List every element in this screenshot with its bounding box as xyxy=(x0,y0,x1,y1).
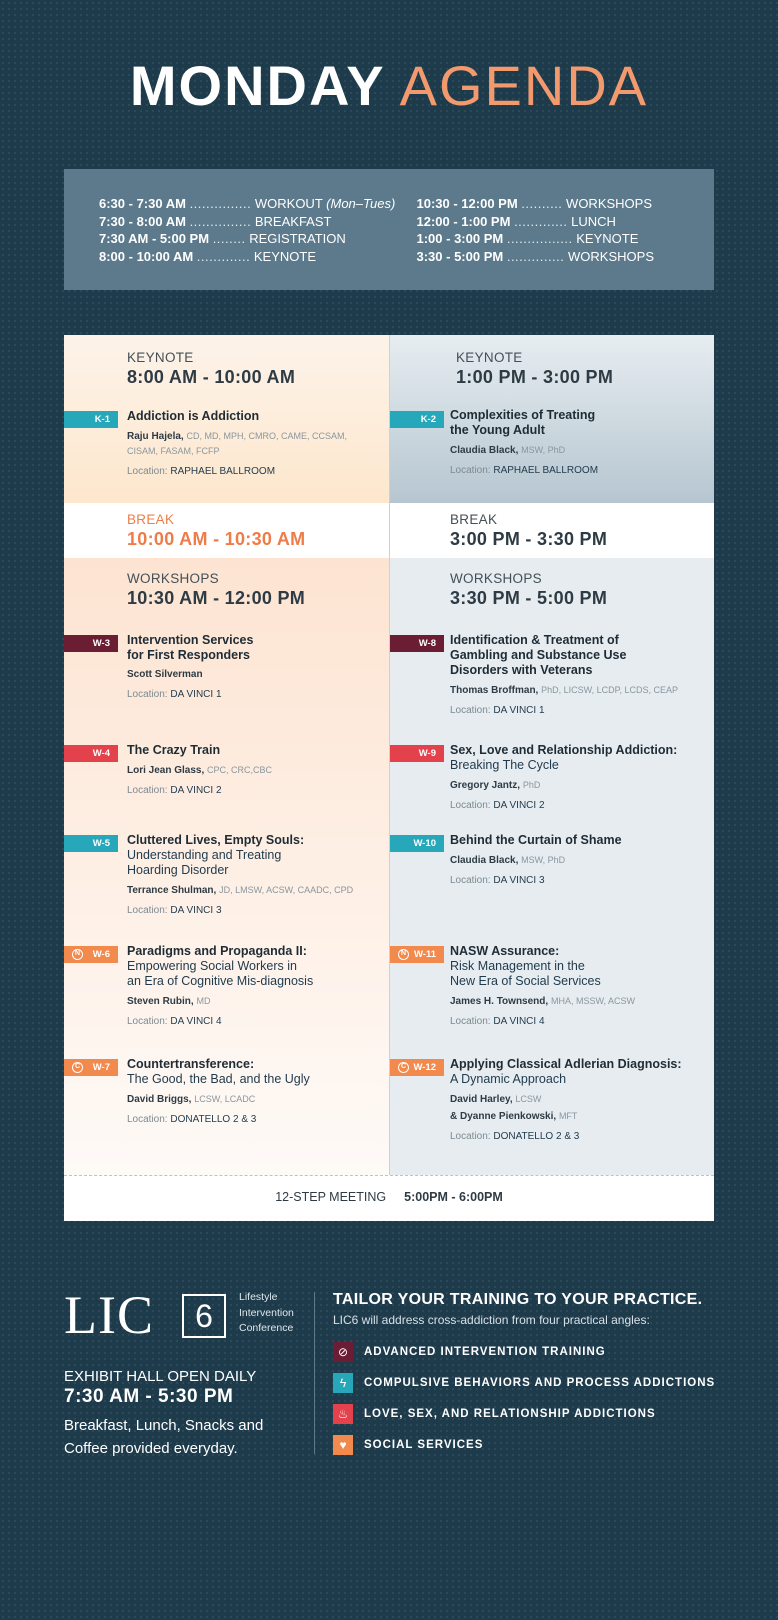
session-subtitle: Breaking The Cycle xyxy=(450,758,559,772)
break-afternoon-section xyxy=(390,503,714,558)
exhibit-hall-label: EXHIBIT HALL OPEN DAILY xyxy=(64,1368,257,1385)
agenda-panel xyxy=(64,335,714,1221)
session-tag: K-2 xyxy=(390,411,444,428)
session-title: Behind the Curtain of Shame xyxy=(450,833,622,847)
session-tag: W-5 xyxy=(64,835,118,852)
ce-badge-icon: C xyxy=(72,1062,83,1073)
section-time: 3:00 PM - 3:30 PM xyxy=(450,529,608,549)
tailor-subheading: LIC6 will address cross-addiction from four practical angles: xyxy=(333,1313,650,1327)
section-label: WORKSHOPS xyxy=(450,571,542,586)
session-tag: N W-6 xyxy=(64,946,118,963)
section-time: 10:00 AM - 10:30 AM xyxy=(127,529,306,549)
session-item xyxy=(450,408,708,477)
session-subtitle: Risk Management in the xyxy=(450,959,585,973)
session-subtitle: Hoarding Disorder xyxy=(127,863,229,877)
morning-column xyxy=(64,335,389,1180)
schedule-row: 8:00 - 10:00 AM ............. KEYNOTE xyxy=(99,248,317,264)
session-title: Sex, Love and Relationship Addiction: xyxy=(450,743,678,757)
angle-label: SOCIAL SERVICES xyxy=(364,1439,484,1451)
session-speaker: David Harley, LCSW xyxy=(450,1094,542,1105)
angle-item xyxy=(333,1342,606,1362)
workshops-morning-section xyxy=(64,558,389,1180)
ce-badge-icon: C xyxy=(398,1062,409,1073)
keynote-afternoon-section xyxy=(390,335,714,503)
session-tag: C W-12 xyxy=(390,1059,444,1076)
session-location: Location: DONATELLO 2 & 3 xyxy=(127,1114,257,1125)
session-title: Cluttered Lives, Empty Souls: xyxy=(127,833,305,847)
session-item xyxy=(127,633,379,701)
session-tag: N W-11 xyxy=(390,946,444,963)
session-speaker: Claudia Black, MSW, PhD xyxy=(450,445,566,456)
session-item xyxy=(127,833,379,917)
title-monday: MONDAY xyxy=(129,54,386,117)
nasw-badge-icon: N xyxy=(398,949,409,960)
flame-icon: ♨ xyxy=(333,1404,353,1424)
session-tag: W-10 xyxy=(390,835,444,852)
session-subtitle: A Dynamic Approach xyxy=(450,1072,567,1086)
session-location: Location: DA VINCI 4 xyxy=(450,1016,545,1027)
session-speaker: Claudia Black, MSW, PhD xyxy=(450,855,566,866)
session-location: Location: DA VINCI 1 xyxy=(450,705,545,716)
session-title: Applying Classical Adlerian Diagnosis: xyxy=(450,1057,682,1071)
session-tag: W-9 xyxy=(390,745,444,762)
meeting-label: 12-STEP MEETING xyxy=(275,1190,387,1204)
schedule-row: 7:30 AM - 5:00 PM ........ REGISTRATION xyxy=(99,231,346,246)
afternoon-column xyxy=(389,335,714,1180)
logo-number-box: 6 xyxy=(182,1294,226,1338)
session-speaker: Lori Jean Glass, CPC, CRC,CBC xyxy=(127,765,273,776)
lightning-icon: ϟ xyxy=(333,1373,353,1393)
keynote-morning-section xyxy=(64,335,389,503)
session-subtitle: an Era of Cognitive Mis-diagnosis xyxy=(127,974,314,988)
session-location: Location: DONATELLO 2 & 3 xyxy=(450,1131,580,1142)
session-item xyxy=(127,409,379,478)
session-title-line2: Gambling and Substance Use xyxy=(450,648,627,662)
session-location: Location: RAPHAEL BALLROOM xyxy=(450,465,599,476)
session-speaker-2: & Dyanne Pienkowski, MFT xyxy=(450,1111,578,1122)
break-morning-section xyxy=(64,503,389,558)
session-title: NASW Assurance: xyxy=(450,944,560,958)
section-label: BREAK xyxy=(450,512,498,527)
session-subtitle: New Era of Social Services xyxy=(450,974,601,988)
session-subtitle: Empowering Social Workers in xyxy=(127,959,297,973)
session-item xyxy=(450,1057,708,1143)
session-location: Location: DA VINCI 4 xyxy=(127,1016,222,1027)
section-label: KEYNOTE xyxy=(456,350,523,365)
meeting-time: 5:00PM - 6:00PM xyxy=(404,1190,503,1204)
session-title: The Crazy Train xyxy=(127,743,221,757)
no-sign-icon: ⊘ xyxy=(333,1342,353,1362)
schedule-left-column xyxy=(99,195,397,290)
session-tag: K-1 xyxy=(64,411,118,428)
exhibit-hall-note: Breakfast, Lunch, Snacks and Coffee provided everyday. xyxy=(64,1417,264,1457)
section-label: KEYNOTE xyxy=(127,350,194,365)
session-location: Location: DA VINCI 1 xyxy=(127,689,222,700)
session-tag: W-8 xyxy=(390,635,444,652)
session-speaker: Raju Hajela, CD, MD, MPH, CMRO, CAME, CCSAM, CISAM, FASAM, FCFP xyxy=(127,431,347,456)
section-time: 8:00 AM - 10:00 AM xyxy=(127,367,296,387)
schedule-row: 7:30 - 8:00 AM ............... BREAKFAST xyxy=(99,213,332,229)
schedule-row: 6:30 - 7:30 AM ............... WORKOUT (Mon–Tues) xyxy=(99,196,396,211)
session-subtitle: Understanding and Treating xyxy=(127,848,282,862)
session-speaker: James H. Townsend, MHA, MSSW, ACSW xyxy=(450,996,635,1007)
footer-divider xyxy=(314,1292,315,1454)
session-title-line2: for First Responders xyxy=(127,648,250,662)
session-speaker: Gregory Jantz, PhD xyxy=(450,780,541,791)
section-time: 3:30 PM - 5:00 PM xyxy=(450,588,608,608)
daily-schedule-box xyxy=(64,169,714,290)
angle-label: COMPULSIVE BEHAVIORS AND PROCESS ADDICTIONS xyxy=(364,1377,716,1389)
section-time: 10:30 AM - 12:00 PM xyxy=(127,588,306,608)
angle-label: LOVE, SEX, AND RELATIONSHIP ADDICTIONS xyxy=(364,1408,656,1420)
session-title: Intervention Services xyxy=(127,633,254,647)
session-tag: C W-7 xyxy=(64,1059,118,1076)
schedule-right-column xyxy=(417,195,715,290)
angle-item xyxy=(333,1373,715,1393)
page-title xyxy=(0,56,778,116)
session-tag: W-3 xyxy=(64,635,118,652)
nasw-badge-icon: N xyxy=(72,949,83,960)
session-title-line2: the Young Adult xyxy=(450,423,545,437)
title-agenda: AGENDA xyxy=(399,54,649,117)
twelve-step-meeting-row xyxy=(64,1175,714,1221)
session-location: Location: RAPHAEL BALLROOM xyxy=(127,466,276,477)
session-tag: W-4 xyxy=(64,745,118,762)
session-speaker: Steven Rubin, MD xyxy=(127,996,211,1007)
schedule-row: 3:30 - 5:00 PM .............. WORKSHOPS xyxy=(416,248,654,264)
session-speaker: Scott Silverman xyxy=(127,669,203,680)
angle-label: ADVANCED INTERVENTION TRAINING xyxy=(364,1346,606,1358)
section-time: 1:00 PM - 3:00 PM xyxy=(456,367,614,387)
heart-icon: ♥ xyxy=(333,1435,353,1455)
workshops-afternoon-section xyxy=(390,558,714,1180)
angle-item xyxy=(333,1404,656,1424)
schedule-row: 1:00 - 3:00 PM ................ KEYNOTE xyxy=(416,231,639,246)
session-title: Addiction is Addiction xyxy=(127,409,260,423)
session-item xyxy=(450,944,708,1028)
session-location: Location: DA VINCI 2 xyxy=(127,785,222,796)
session-title: Paradigms and Propaganda II: xyxy=(127,944,307,958)
section-label: BREAK xyxy=(127,512,175,527)
session-title: Identification & Treatment of xyxy=(450,633,619,647)
session-subtitle: The Good, the Bad, and the Ugly xyxy=(127,1072,310,1086)
session-item xyxy=(127,1057,379,1126)
schedule-row: 12:00 - 1:00 PM ............. LUNCH xyxy=(416,213,616,229)
tailor-heading: TAILOR YOUR TRAINING TO YOUR PRACTICE. xyxy=(333,1291,703,1308)
session-item xyxy=(127,743,379,797)
session-title: Complexities of Treating xyxy=(450,408,596,422)
session-speaker: David Briggs, LCSW, LCADC xyxy=(127,1094,256,1105)
session-title: Countertransference: xyxy=(127,1057,255,1071)
session-title-line3: Disorders with Veterans xyxy=(450,663,593,677)
session-speaker: Thomas Broffman, PhD, LICSW, LCDP, LCDS, CEAP xyxy=(450,685,679,696)
session-item xyxy=(127,944,379,1028)
session-location: Location: DA VINCI 3 xyxy=(127,905,222,916)
session-location: Location: DA VINCI 3 xyxy=(450,875,545,886)
session-location: Location: DA VINCI 2 xyxy=(450,800,545,811)
session-speaker: Terrance Shulman, JD, LMSW, ACSW, CAADC, CPD xyxy=(127,885,354,896)
angle-item xyxy=(333,1435,483,1455)
schedule-row: 10:30 - 12:00 PM .......... WORKSHOPS xyxy=(416,196,653,211)
session-item xyxy=(450,633,708,717)
section-label: WORKSHOPS xyxy=(127,571,219,586)
session-item xyxy=(450,833,708,887)
session-item xyxy=(450,743,708,812)
logo-text: LIC xyxy=(64,1285,154,1345)
lic6-logo xyxy=(64,1285,304,1345)
exhibit-hall-time: 7:30 AM - 5:30 PM xyxy=(64,1386,234,1407)
logo-tagline: Lifestyle Intervention Conference xyxy=(239,1291,294,1334)
